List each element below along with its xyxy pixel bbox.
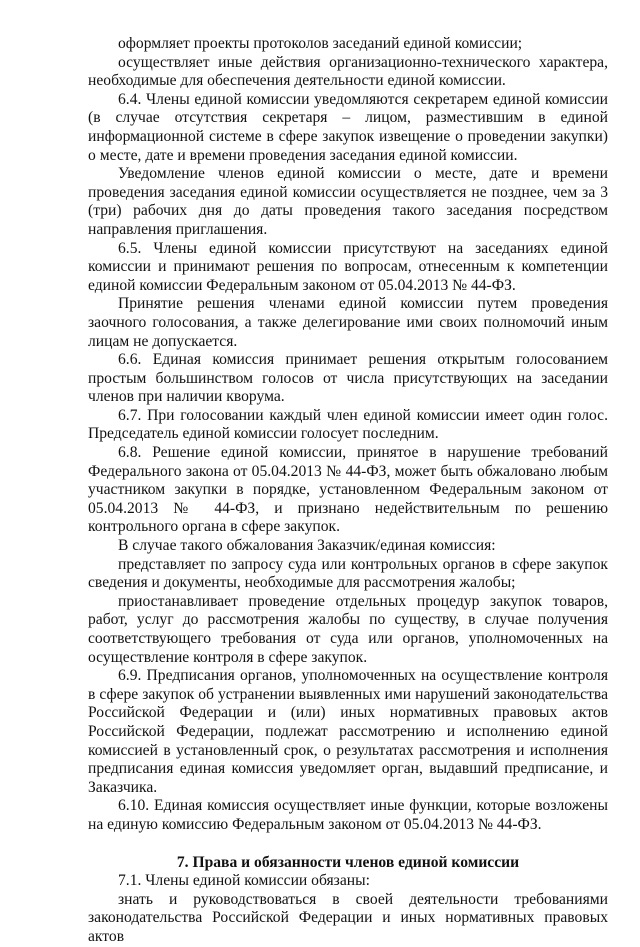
paragraph: 6.8. Решение единой комиссии, принятое в нарушение требований Федерального закона от 05.04.2013 № 44-ФЗ, может быть обжаловано любым участником закупки в порядке, установленном Федеральным законом от 05.04.2013 № 44-ФЗ, и признано недействительным по решению контрольного органа в сфере закупок. [88,444,608,536]
paragraph: 6.9. Предписания органов, уполномоченных на осуществление контроля в сфере закупок об устранении выявленных ими нарушений законодательства Российской Федерации и (или) иных нормативных правовых актов Российской Федерации, подлежат рассмотрению и исполнению единой комиссией в установленный срок, о результатах рассмотрения и исполнения предписания единая комиссия уведомляет орган, выдавший предписание, и Заказчика. [88,667,608,796]
paragraph: знать и руководствоваться в своей деятельности требованиями законодательства Российской Федерации и иных нормативных правовых актов [88,890,608,945]
paragraph: осуществляет иные действия организационно-технического характера, необходимые для обеспечения деятельности единой комиссии. [88,53,608,90]
paragraph: В случае такого обжалования Заказчик/единая комиссия: [118,537,496,555]
paragraph: 6.6. Единая комиссия принимает решения открытым голосованием простым большинством голосов от числа присутствующих на заседании членов при наличии кворума. [88,351,608,406]
paragraph: 6.5. Члены единой комиссии присутствуют на заседаниях единой комиссии и принимают решения по вопросам, отнесенным к компетенции единой комиссии Федеральным законом от 05.04.2013 № 44-ФЗ. [88,239,608,294]
paragraph: представляет по запросу суда или контрольных органов в сфере закупок сведения и документы, необходимые для рассмотрения жалобы; [88,555,608,592]
section-heading: 7. Права и обязанности членов единой комиссии [176,853,520,871]
paragraph: Принятие решения членами единой комиссии путем проведения заочного голосования, а также делегирование ими своих полномочий иным лицам не допускается. [88,295,608,350]
paragraph: 6.4. Члены единой комиссии уведомляются секретарем единой комиссии (в случае отсутствия секретаря – лицом, разместившим в единой информационной системе в сфере закупок извещение о проведении закупки) о месте, дате и времени проведения заседания единой комиссии. [88,90,608,164]
paragraph: 6.7. При голосовании каждый член единой комиссии имеет один голос. Председатель единой комиссии голосует последним. [88,406,608,443]
paragraph: 7.1. Члены единой комиссии обязаны: [118,872,370,890]
paragraph: приостанавливает проведение отдельных процедур закупок товаров, работ, услуг до рассмотрения жалобы по существу, в случае получения соответствующего требования от суда или органов, уполномоченных на осуществление контроля в сфере закупок. [88,592,608,666]
document-text [88,35,608,947]
paragraph: Уведомление членов единой комиссии о месте, дате и времени проведения заседания единой комиссии осуществляется не позднее, чем за 3 (три) рабочих дня до даты проведения такого заседания посредством направления приглашения. [88,165,608,238]
paragraph: оформляет проекты протоколов заседаний единой комиссии; [118,35,523,52]
paragraph: 6.10. Единая комиссия осуществляет иные функции, которые возложены на единую комиссию Федеральным законом от 05.04.2013 № 44-ФЗ. [88,797,608,833]
